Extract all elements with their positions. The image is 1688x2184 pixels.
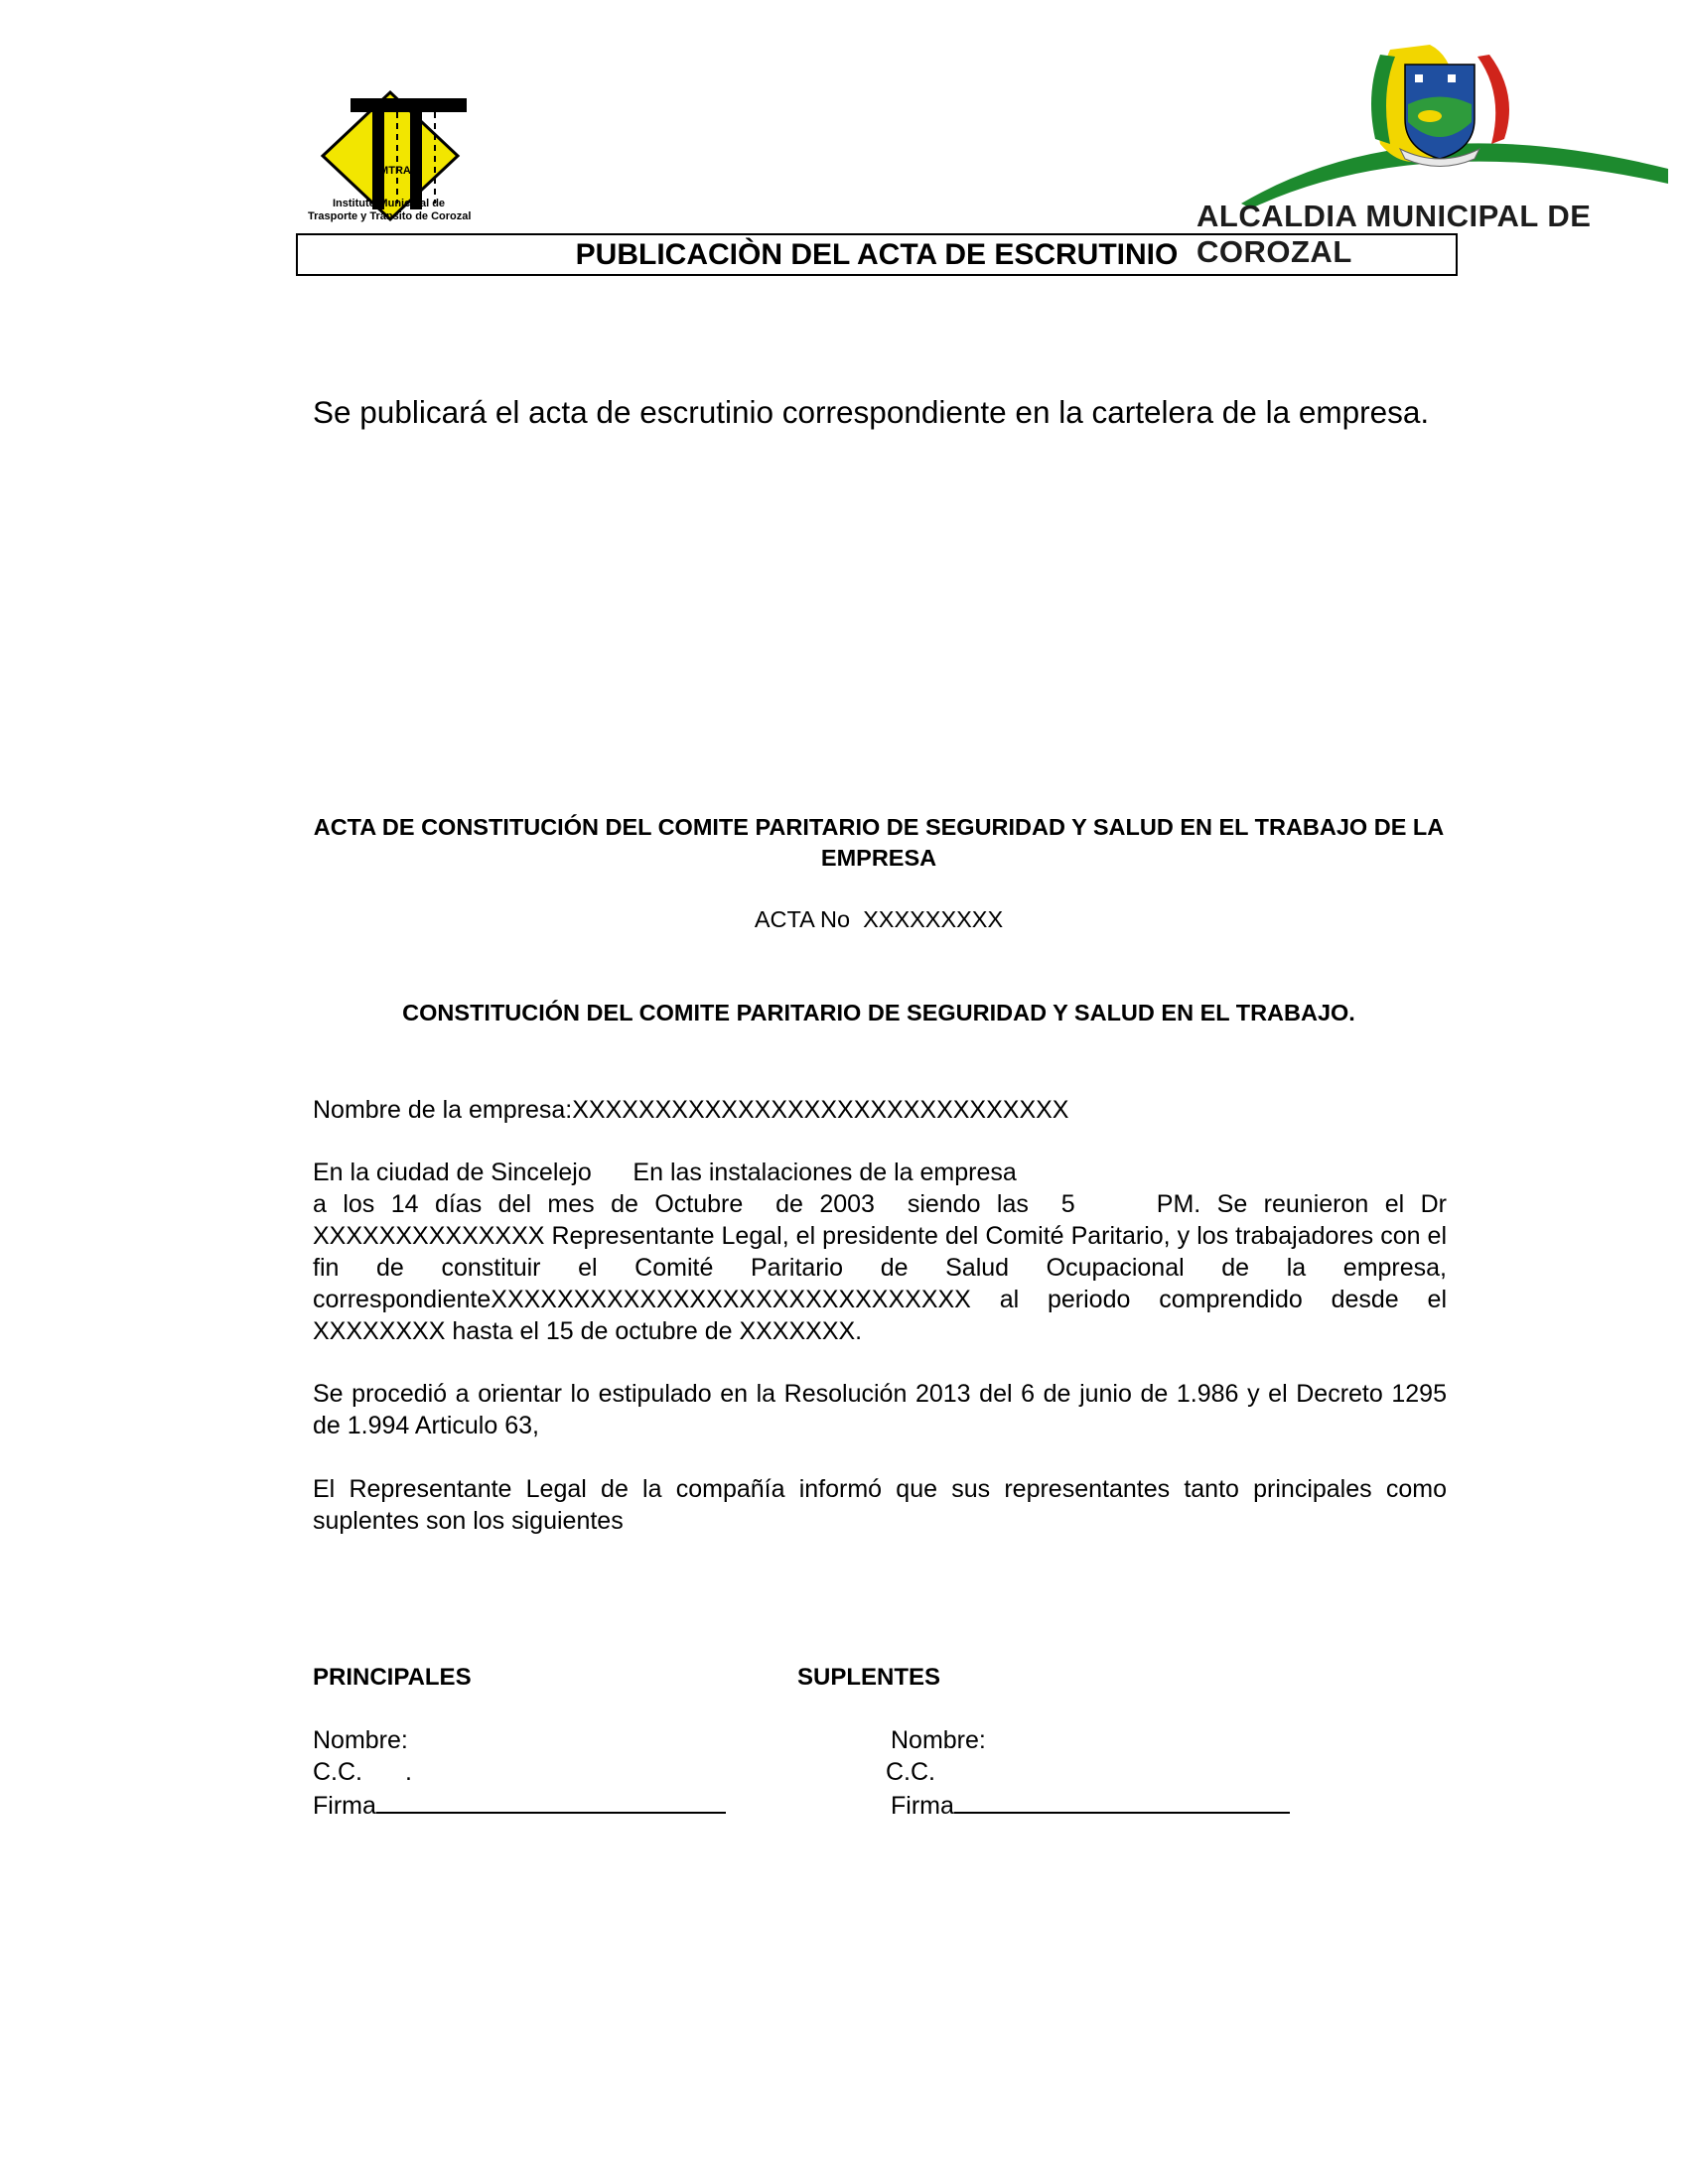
principal-cc-dot: .: [405, 1758, 412, 1786]
acta-paragraph-3: El Representante Legal de la compañía informó que sus representantes tanto principales como suplentes son los siguientes: [313, 1475, 1447, 1535]
principal-firma-line: [376, 1788, 726, 1814]
imtrac-caption: [308, 198, 536, 223]
suplente-signature-block: [886, 1724, 1290, 1822]
suplente-firma-row: [891, 1788, 1290, 1822]
principales-heading: PRINCIPALES: [313, 1664, 472, 1691]
document-title-box: [296, 233, 1458, 276]
acta-paragraph-1: a los 14 días del mes de Octubre de 2003 siendo las 5 PM. Se reunieron el Dr XXXXXXXXXXXXXX Representante Legal, el presidente del Comité Paritario, y los trabajadores con el fin de constituir el Comité Paritario de Salud Ocupacional de la empresa, correspondienteXXXXXXXXXXXXXXXXXXXXXXXXXXXXX al periodo comprendido desde el XXXXXXXX hasta el 15 de octubre de XXXXXXX.: [313, 1190, 1454, 1345]
acta-title: ACTA DE CONSTITUCIÓN DEL COMITE PARITARIO DE SEGURIDAD Y SALUD EN EL TRABAJO DE LA EMPRESA: [313, 814, 1445, 871]
principal-firma-label: Firma: [313, 1792, 376, 1820]
principal-cc-row: [313, 1756, 726, 1788]
alcaldia-caption: ALCALDIA MUNICIPAL DE COROZAL: [1196, 199, 1592, 269]
acta-number: ACTA No XXXXXXXXX: [754, 906, 1004, 932]
suplente-cc-label: C.C.: [886, 1758, 935, 1786]
alcaldia-shield-icon: [1231, 35, 1668, 213]
principal-signature-block: [313, 1724, 726, 1822]
intro-paragraph: Se publicará el acta de escrutinio correspondiente en la cartelera de la empresa.: [313, 394, 1430, 430]
suplente-firma-line: [954, 1788, 1290, 1814]
suplentes-heading: SUPLENTES: [797, 1664, 941, 1691]
empresa-line: Nombre de la empresa:XXXXXXXXXXXXXXXXXXXXXXXXXXXXXX: [313, 1096, 1069, 1124]
acta-paragraph-2: Se procedió a orientar lo estipulado en la Resolución 2013 del 6 de junio de 1.986 y el Decreto 1295 de 1.994 Articulo 63,: [313, 1380, 1447, 1439]
imtrac-logo-text: IMTRAC: [376, 165, 419, 177]
ciudad-line: En la ciudad de Sincelejo En las instalaciones de la empresa: [313, 1159, 1017, 1186]
suplente-firma-label: Firma: [891, 1792, 954, 1820]
imtrac-caption-line2: Trasporte y Transito de Corozal: [308, 210, 472, 222]
principal-nombre-label: Nombre:: [313, 1726, 408, 1754]
acta-subtitle: CONSTITUCIÓN DEL COMITE PARITARIO DE SEGURIDAD Y SALUD EN EL TRABAJO.: [402, 1000, 1355, 1025]
suplente-nombre-label: Nombre:: [891, 1726, 986, 1754]
document-title: PUBLICACIÒN DEL ACTA DE ESCRUTINIO: [575, 237, 1179, 271]
principal-cc-label: C.C.: [313, 1758, 362, 1786]
principal-firma-row: [313, 1788, 726, 1822]
imtrac-caption-line1: Instituto Municipal de: [333, 198, 446, 209]
